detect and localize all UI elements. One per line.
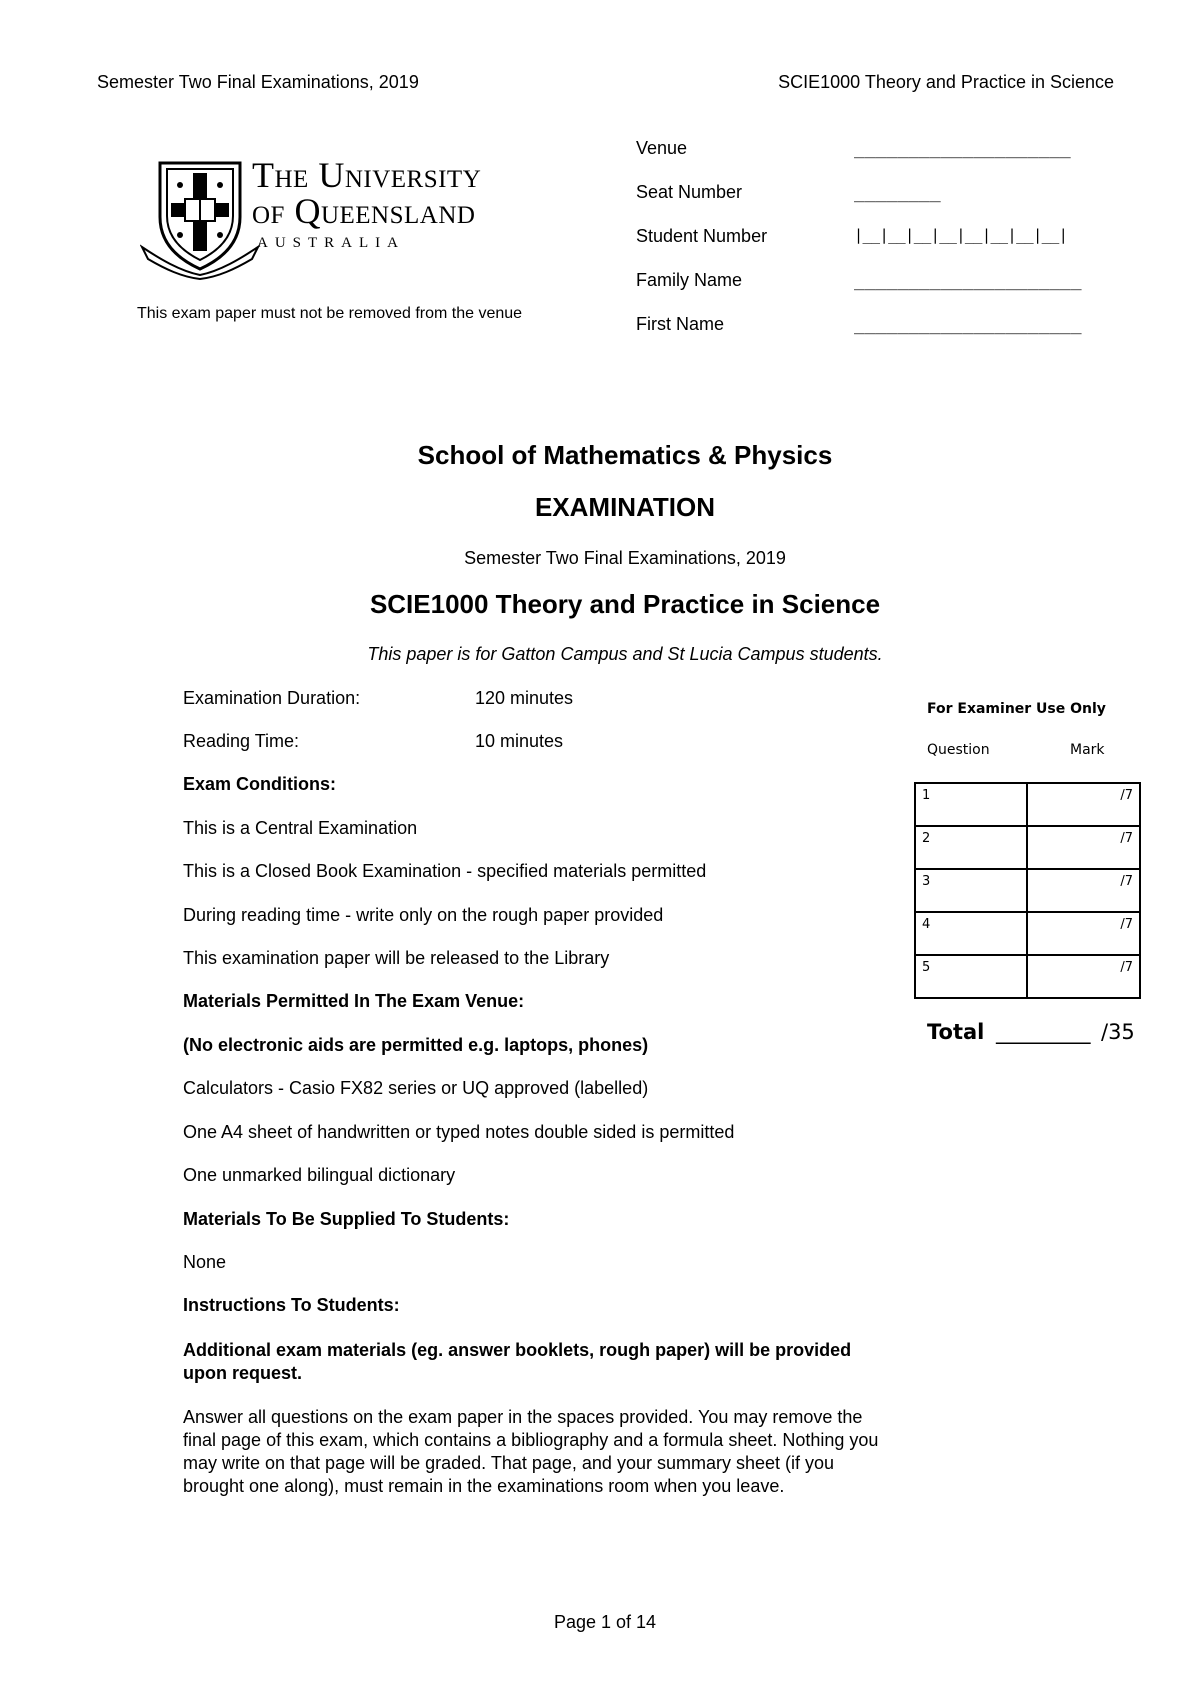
logo-line1: The University [252,155,482,195]
exam-title: EXAMINATION [534,492,716,522]
marks-mark[interactable]: /7 [1027,826,1140,869]
field-label: Venue [636,138,688,158]
marks-row [915,912,1140,955]
marks-mark[interactable]: /7 [1027,783,1140,826]
condition-item: This is a Closed Book Examination - specified materials permitted [183,861,707,881]
supplied-heading: Materials To Be Supplied To Students: [183,1209,510,1229]
marks-mark[interactable]: /7 [1027,955,1140,998]
marks-question: 2 [915,826,1027,869]
field-seat-number [636,182,1116,226]
marks-question: 5 [915,955,1027,998]
field-line[interactable]: ________ [854,182,941,203]
school-title: School of Mathematics & Physics [417,440,833,470]
instructions-bold-note: Additional exam materials (eg. answer booklets, rough paper) will be provided upon request. [183,1340,852,1383]
conditions-heading: Exam Conditions: [183,774,337,794]
total-mark: /35 [1101,1020,1135,1044]
reading-time-label: Reading Time: [183,731,300,751]
marks-question: 3 [915,869,1027,912]
examiner-col-question: Question [927,742,990,758]
header-left: Semester Two Final Examinations, 2019 [97,72,419,92]
exam-duration-value: 120 minutes [475,688,574,708]
field-venue [636,138,1116,182]
instructions-body: Answer all questions on the exam paper in the spaces provided. You may remove the final page of this exam, which contains a bibliography and a formula sheet. Nothing you may write on that page will be graded. That page, and your summary sheet (if you brought one along), must remain in the examinations room when you leave. [183,1407,879,1496]
field-line[interactable]: |__|__|__|__|__|__|__|__| [854,226,1068,244]
marks-row [915,955,1140,998]
marks-table [914,782,1141,999]
venue-notice: This exam paper must not be removed from the venue [137,305,523,322]
header-right: SCIE1000 Theory and Practice in Science [778,72,1114,92]
field-line[interactable]: ____________________ [854,138,1071,159]
logo-line2: of Queensland [252,191,476,231]
examiner-title: For Examiner Use Only [927,701,1106,717]
university-logo [140,155,580,280]
page-number: Page 1 of 14 [553,1612,657,1632]
total-line[interactable]: _________ [996,1020,1091,1044]
condition-item: This is a Central Examination [183,818,418,838]
material-item: Calculators - Casio FX82 series or UQ approved (labelled) [183,1078,649,1098]
marks-question: 4 [915,912,1027,955]
reading-time-value: 10 minutes [475,731,564,751]
field-family-name [636,270,1116,314]
field-line[interactable]: _____________________ [854,270,1082,291]
condition-item: During reading time - write only on the rough paper provided [183,905,664,925]
material-item: One A4 sheet of handwritten or typed notes double sided is permitted [183,1122,735,1142]
field-line[interactable]: _____________________ [854,314,1082,335]
semester-line: Semester Two Final Examinations, 2019 [464,548,786,568]
field-label: Seat Number [636,182,743,202]
instructions-heading: Instructions To Students: [183,1295,400,1315]
course-title: SCIE1000 Theory and Practice in Science [369,589,881,619]
field-first-name [636,314,1116,358]
marks-row [915,869,1140,912]
field-student-number [636,226,1116,270]
campus-note: This paper is for Gatton Campus and St Lucia Campus students. [367,644,883,664]
examiner-col-mark: Mark [1070,742,1105,758]
candidate-fields [636,138,1116,358]
exam-duration-label: Examination Duration: [183,688,361,708]
materials-note: (No electronic aids are permitted e.g. laptops, phones) [183,1035,649,1055]
marks-mark[interactable]: /7 [1027,869,1140,912]
condition-item: This examination paper will be released to the Library [183,948,610,968]
logo-line3: AUSTRALIA [257,235,405,251]
marks-row [915,826,1140,869]
marks-row [915,783,1140,826]
material-item: One unmarked bilingual dictionary [183,1165,456,1185]
supplied-value: None [183,1252,227,1272]
marks-mark[interactable]: /7 [1027,912,1140,955]
crest-icon [140,155,265,280]
field-label: Family Name [636,270,743,290]
materials-heading: Materials Permitted In The Exam Venue: [183,991,525,1011]
total-label: Total [927,1020,985,1044]
field-label: Student Number [636,226,768,246]
field-label: First Name [636,314,725,334]
marks-question: 1 [915,783,1027,826]
